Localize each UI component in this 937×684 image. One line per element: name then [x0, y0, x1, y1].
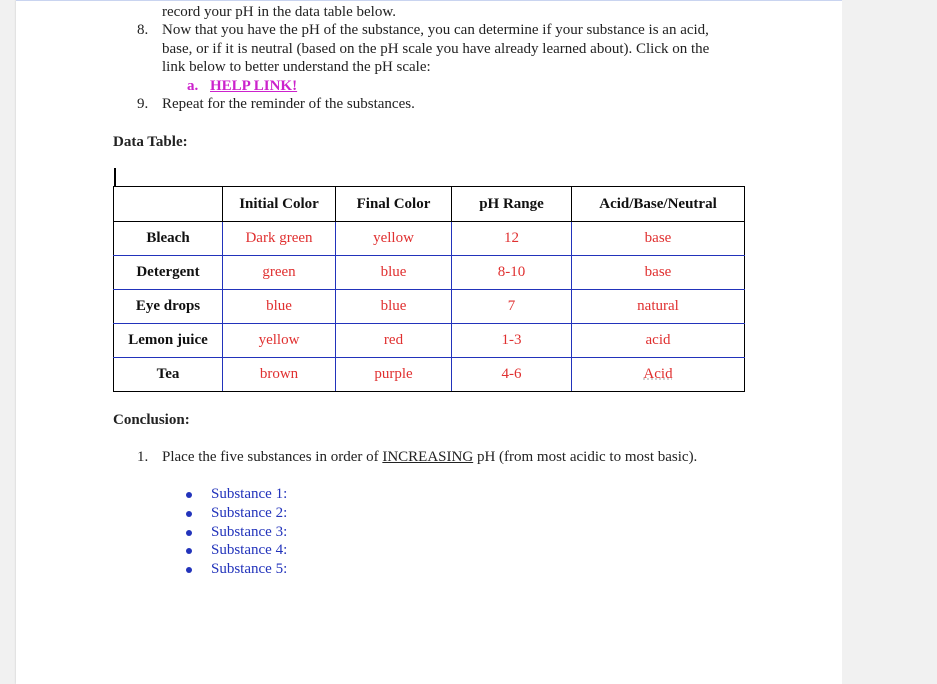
substance-cell[interactable]: Detergent	[114, 256, 223, 290]
substance-label: Substance 4:	[211, 542, 288, 559]
page-gutter	[842, 0, 937, 684]
ph-range-cell[interactable]: 1-3	[452, 324, 572, 358]
type-cell[interactable]: base	[572, 222, 745, 256]
bullet-icon	[186, 567, 192, 573]
initial-color-cell[interactable]: Dark green	[223, 222, 336, 256]
substance-label: Substance 2:	[211, 504, 288, 521]
final-color-cell[interactable]: red	[336, 324, 452, 358]
substance-label: Substance 3:	[211, 523, 288, 540]
bullet-icon	[186, 492, 192, 498]
final-color-cell[interactable]: yellow	[336, 222, 452, 256]
spellcheck-flagged-text: Acid	[643, 366, 673, 382]
substance-label: Substance 5:	[211, 561, 288, 578]
substance-cell[interactable]: Lemon juice	[114, 324, 223, 358]
help-link[interactable]: HELP LINK!	[210, 78, 298, 94]
bullet-icon	[186, 548, 192, 554]
table-row	[114, 290, 745, 324]
step-8-line-2: base, or if it is neutral (based on the pH scale you have already learned about). Click on the	[162, 41, 710, 57]
header-cell-empty[interactable]	[114, 187, 223, 222]
question-1-emphasis: INCREASING	[382, 449, 474, 465]
initial-color-cell[interactable]: brown	[223, 358, 336, 392]
data-table-heading: Data Table:	[113, 134, 188, 150]
header-final-color[interactable]: Final Color	[336, 187, 452, 222]
type-cell[interactable]	[572, 358, 745, 392]
page-top-edge	[16, 0, 842, 1]
data-table	[113, 186, 745, 392]
list-item[interactable]	[186, 523, 287, 542]
sub-item-a-marker: a.	[187, 78, 199, 94]
ph-range-cell[interactable]: 7	[452, 290, 572, 324]
header-ph-range[interactable]: pH Range	[452, 187, 572, 222]
step-9-text: Repeat for the reminder of the substances.	[162, 96, 415, 112]
substance-label: Substance 1:	[211, 486, 288, 502]
ph-range-cell[interactable]: 8-10	[452, 256, 572, 290]
header-acid-base-neutral[interactable]: Acid/Base/Neutral	[572, 187, 745, 222]
substance-order-list	[186, 485, 287, 579]
list-item[interactable]	[186, 504, 287, 523]
step-8-line-1: Now that you have the pH of the substance, you can determine if your substance is an acid,	[162, 22, 709, 38]
table-row	[114, 222, 745, 256]
step-8-number: 8.	[137, 22, 149, 38]
type-cell[interactable]: acid	[572, 324, 745, 358]
type-cell[interactable]: natural	[572, 290, 745, 324]
question-1-text	[162, 448, 697, 466]
initial-color-cell[interactable]: blue	[223, 290, 336, 324]
bullet-icon	[186, 530, 192, 536]
step-9-number: 9.	[137, 96, 149, 112]
instruction-line-top: record your pH in the data table below.	[162, 4, 396, 20]
bullet-icon	[186, 511, 192, 517]
initial-color-cell[interactable]: green	[223, 256, 336, 290]
step-8-line-3: link below to better understand the pH scale:	[162, 59, 431, 75]
conclusion-heading: Conclusion:	[113, 412, 190, 428]
list-item[interactable]	[186, 485, 287, 504]
ph-range-cell[interactable]: 12	[452, 222, 572, 256]
type-cell[interactable]: base	[572, 256, 745, 290]
table-row	[114, 358, 745, 392]
table-row	[114, 324, 745, 358]
final-color-cell[interactable]: blue	[336, 256, 452, 290]
question-1-after: pH (from most acidic to most basic).	[473, 449, 698, 465]
table-row	[114, 256, 745, 290]
substance-cell[interactable]: Tea	[114, 358, 223, 392]
question-1-before: Place the five substances in order of	[162, 449, 383, 465]
question-1-number: 1.	[137, 449, 149, 465]
header-initial-color[interactable]: Initial Color	[223, 187, 336, 222]
list-item[interactable]	[186, 541, 287, 560]
table-header-row	[114, 187, 745, 222]
final-color-cell[interactable]: blue	[336, 290, 452, 324]
substance-cell[interactable]: Bleach	[114, 222, 223, 256]
ph-range-cell[interactable]: 4-6	[452, 358, 572, 392]
text-cursor	[114, 168, 116, 186]
substance-cell[interactable]: Eye drops	[114, 290, 223, 324]
final-color-cell[interactable]: purple	[336, 358, 452, 392]
list-item[interactable]	[186, 560, 287, 579]
initial-color-cell[interactable]: yellow	[223, 324, 336, 358]
